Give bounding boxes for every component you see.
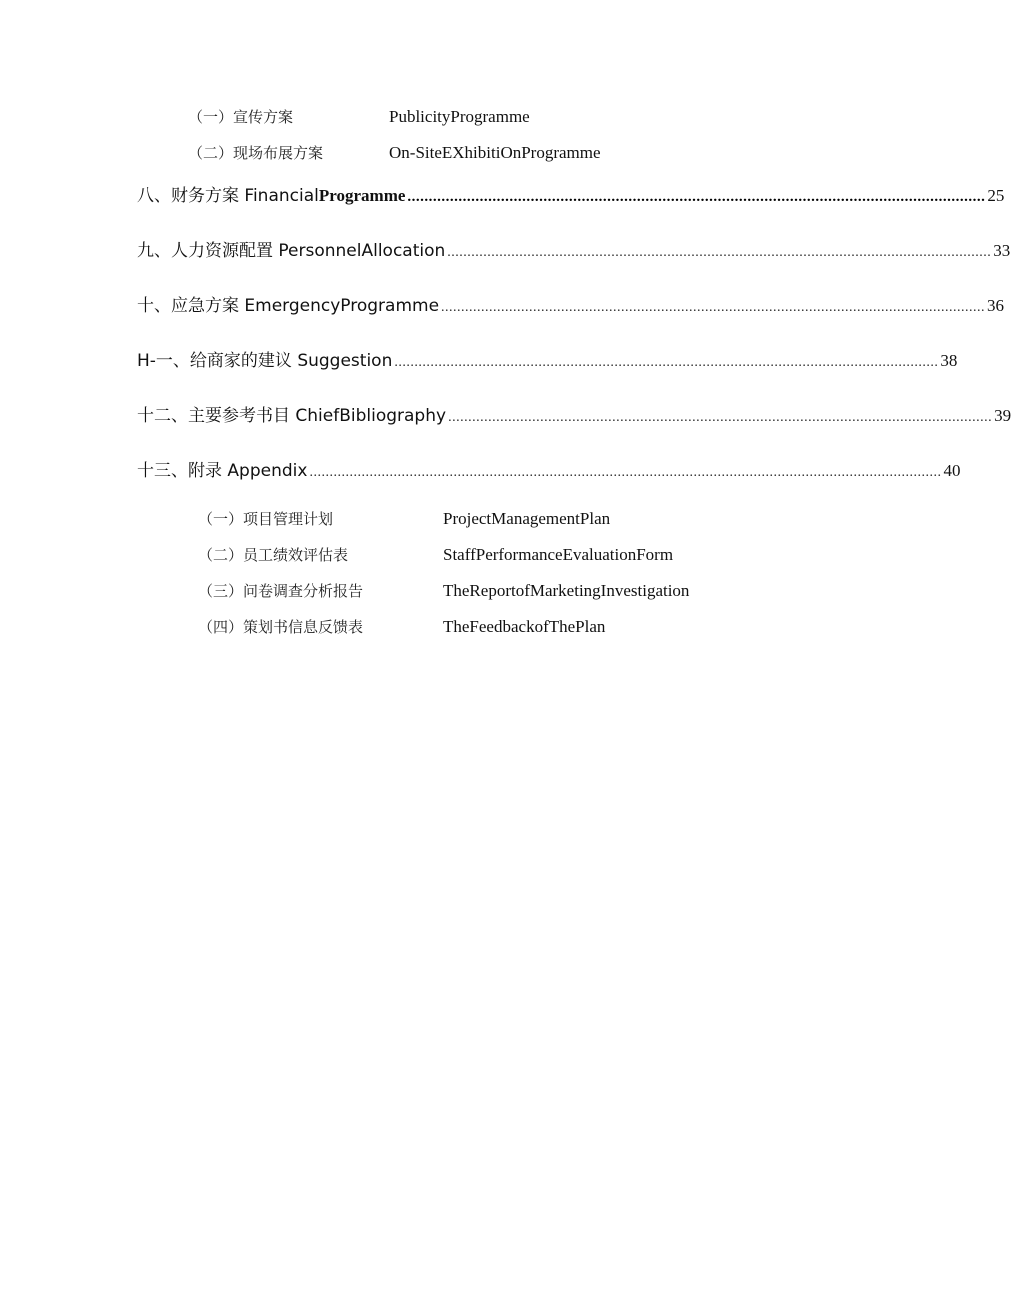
- toc-leader: ........................................................................................................................................: [407, 189, 986, 205]
- toc-entry-emergency[interactable]: [137, 292, 1005, 320]
- subsection-zh: （三）问卷调查分析报告: [198, 582, 364, 600]
- subsection-zh: （一）项目管理计划: [198, 510, 334, 528]
- subsection-en: PublicityProgramme: [389, 107, 530, 126]
- subsection-zh: （四）策划书信息反馈表: [198, 618, 364, 636]
- appendix-item-survey-report: [198, 579, 738, 603]
- toc-entry-financial[interactable]: [137, 182, 1005, 210]
- toc-title: 八、财务方案 FinancialProgramme: [137, 186, 406, 206]
- subsection-zh: （一）宣传方案: [188, 108, 294, 126]
- toc-entry-appendix[interactable]: [137, 457, 961, 485]
- subsection-en: TheReportofMarketingInvestigation: [443, 581, 690, 600]
- toc-page-number: 33: [993, 241, 1011, 260]
- toc-title: 十二、主要参考书目 ChiefBibliography: [137, 406, 447, 426]
- toc-entry-personnel[interactable]: [137, 237, 1011, 265]
- toc-page-number: 40: [943, 461, 961, 480]
- appendix-item-performance-form: [198, 543, 718, 567]
- toc-leader: ........................................................................................................................................: [441, 300, 986, 315]
- appendix-item-feedback-form: [198, 615, 678, 639]
- toc-page-number: 36: [987, 296, 1005, 315]
- toc-leader: ........................................................................................................................................: [447, 245, 992, 260]
- toc-page-number: 39: [994, 406, 1011, 425]
- subsection-en: On-SiteEXhibitiOnProgramme: [389, 143, 601, 162]
- subsection-publicity: [188, 105, 588, 129]
- toc-title: H-一、给商家的建议 Suggestion: [137, 351, 393, 371]
- toc-leader: ........................................................................................................................................: [448, 410, 993, 425]
- subsection-zh: （二）员工绩效评估表: [198, 546, 349, 564]
- toc-entry-bibliography[interactable]: [137, 402, 1011, 430]
- toc-leader: ..............................................................................................................................................................: [309, 465, 942, 480]
- toc-page-number: 25: [987, 186, 1005, 205]
- subsection-onsite-exhibition: [188, 141, 648, 165]
- subsection-zh: （二）现场布展方案: [188, 144, 324, 162]
- toc-title: 十三、附录 Appendix: [137, 461, 308, 481]
- toc-page-number: 38: [940, 351, 958, 370]
- toc-entry-suggestion[interactable]: [137, 347, 958, 375]
- subsection-en: ProjectManagementPlan: [443, 509, 611, 528]
- toc-title: 九、人力资源配置 PersonnelAllocation: [137, 241, 446, 261]
- toc-leader: ........................................................................................................................................: [394, 355, 939, 370]
- subsection-en: StaffPerformanceEvaluationForm: [443, 545, 674, 564]
- appendix-item-project-plan: [198, 507, 678, 531]
- subsection-en: TheFeedbackofThePlan: [443, 617, 606, 636]
- toc-title: 十、应急方案 EmergencyProgramme: [137, 296, 440, 316]
